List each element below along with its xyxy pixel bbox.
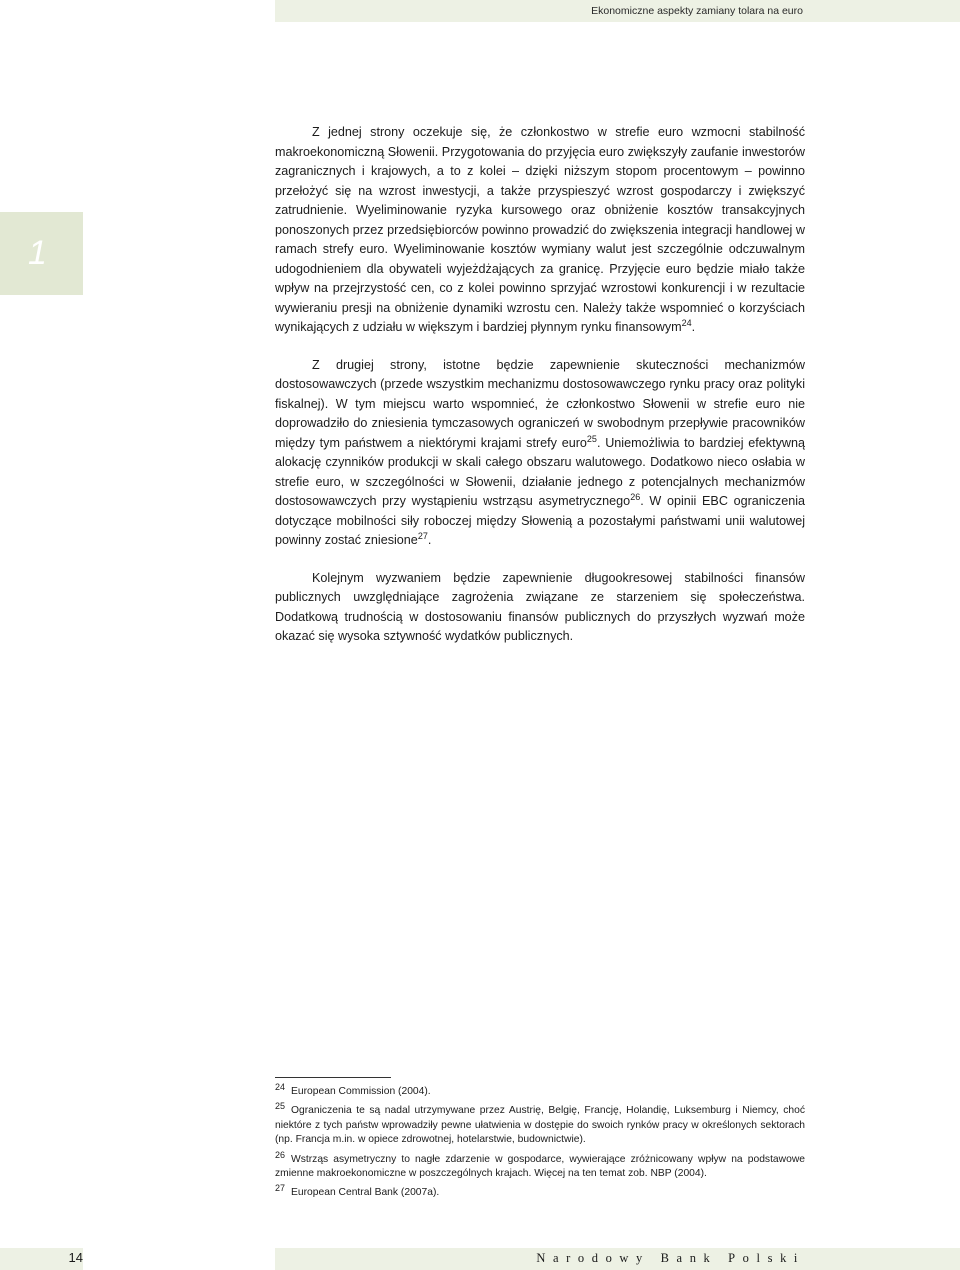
footnote-24: 24 European Commission (2004). — [275, 1082, 431, 1097]
running-header — [275, 0, 960, 22]
chapter-number: 1 — [28, 234, 47, 272]
page-number: 14 — [68, 1250, 83, 1265]
footnote-ref-26[interactable]: 26 — [630, 491, 641, 502]
footnote-ref-27[interactable]: 27 — [417, 530, 428, 541]
footnote-26: 26 Wstrząs asymetryczny to nagłe zdarzenie w gospodarce, wywierające zróżnicowany wpływ na podstawowe zmienne makroekonomiczne w poszczególnych krajach. Więcej na ten temat zob. NBP (2004). — [275, 1149, 805, 1180]
paragraph-1: Z jednej strony oczekuje się, że członkostwo w strefie euro wzmocni stabilność makroekonomiczną Słowenii. Przygotowania do przyjęcia euro zwiększyły zaufanie inwestorów zagranicznych i krajowych, a to z kolei – dzięki niższym stopom procentowym – powinno przełożyć się na wzrost inwestycji, a także przyspieszyć wzrost gospodarczy i zwiększyć zatrudnienie. Wyeliminowanie ryzyka kursowego oraz obniżenie kosztów transakcyjnych ponoszonych przez przedsiębiorców powinno prowadzić do zwiększenia integracji handlowej w ramach strefy euro. Wyeliminowanie kosztów wymiany walut jest szczególnie odczuwalnym udogodnieniem dla obywateli wyjeżdżających za granicę. Przyjęcie euro będzie miało także wpływ na przejrzystość cen, co z kolei powinno sprzyjać wzrostowi konkurencji i w rezultacie wywieraniu presji na obniżenie dynamiki wzrostu cen. Należy także wspomnieć o korzyściach wynikających z udziału w większym i bardziej płynnym rynku finansowym$^{24}$. — [275, 125, 805, 334]
page-number-band — [0, 1248, 83, 1270]
footnote-ref-25[interactable]: 25 — [586, 433, 597, 444]
footnote-25: 25 Ograniczenia te są nadal utrzymywane przez Austrię, Belgię, Francję, Holandię, Luksemburg i Niemcy, choć niektóre z tych państw wprowadziły pewne ułatwienia w dostępie do swoich rynków pracy w określonych sektorach (np. Francja m.in. w opiece zdrowotnej, hotelarstwie, budownictwie). — [275, 1101, 805, 1146]
paragraph-3: Kolejnym wyzwaniem będzie zapewnienie długookresowej stabilności finansów publicznych uwzględniające zagrożenia związane ze starzeniem się społeczeństwa. Dodatkową trudnością w dostosowaniu finansów publicznych do przyszłych wyzwań może okazać się wysoka sztywność wydatków publicznych. — [275, 570, 805, 643]
chapter-tab — [0, 212, 83, 295]
footer-band — [275, 1248, 960, 1270]
footnote-ref-24[interactable]: 24 — [681, 317, 692, 328]
footnotes — [275, 1080, 805, 1201]
publisher-name: Narodowy Bank Polski — [536, 1251, 805, 1265]
running-title: Ekonomiczne aspekty zamiany tolara na euro — [591, 5, 803, 17]
footnote-divider — [275, 1077, 391, 1078]
main-text — [275, 123, 805, 665]
paragraph-2: Z drugiej strony, istotne będzie zapewnienie skuteczności mechanizmów dostosowawczych (przede wszystkim mechanizmu dostosowawczego rynku pracy oraz polityki fiskalnej). W tym miejscu warto wspomnieć, że członkostwo Słowenii w strefie euro nie doprowadziło do zniesienia tymczasowych ograniczeń w swobodnym przepływie pracowników między tym państwem a niektórymi krajami strefy euro$^{25}$. Uniemożliwia to bardziej efektywną alokację czynników produkcji w skali całego obszaru walutowego. Dodatkowo nieco osłabia w strefie euro, w szczególności w Słowenii, działanie jednego z potencjalnych mechanizmów dostosowawczych przy wystąpieniu wstrząsu asymetrycznego$^{26}$. W opinii EBC ograniczenia dotyczące mobilności siły roboczej między Słowenią a pozostałymi państwami unii walutowej powinny zostać zniesione$^{27}$. — [275, 357, 806, 547]
footnote-27: 27 European Central Bank (2007a). — [275, 1183, 440, 1199]
